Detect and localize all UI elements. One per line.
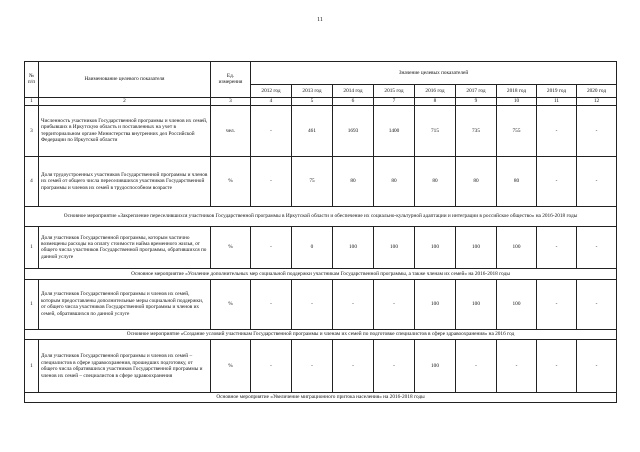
section-title: Основное мероприятие «Увеличение миграционного притока населения» на 2016-2018 годы [25, 392, 617, 402]
section-title: Основное мероприятие «Создание условий участникам Государственной программы и членам их семей по подготовке специалистов в сфере здравоохранения» на 2016 год [25, 329, 617, 340]
header-year: 2018 год [497, 85, 537, 98]
indicator-value: - [333, 279, 374, 329]
indicator-value: - [537, 156, 577, 206]
header-values: Значение целевых показателей [251, 62, 617, 85]
table-row [25, 156, 617, 206]
indicator-value: - [333, 340, 374, 393]
section-title: Основное мероприятие «Усиление дополнительных мер социальной поддержки участникам Государственной программы, а также членам их семей» на 2016-2018 годы [25, 269, 617, 280]
indicator-unit: % [211, 340, 251, 393]
indicator-value: 80 [333, 156, 374, 206]
indicator-value: 1400 [374, 106, 415, 156]
page-number: 11 [317, 17, 323, 23]
indicator-value: - [577, 226, 617, 268]
target-indicators-table [24, 61, 617, 403]
indicator-value: 0 [292, 226, 333, 268]
header-no: № п/п [25, 62, 39, 98]
row-number: 3 [25, 106, 39, 156]
column-numbers-row [25, 97, 617, 105]
indicator-value: - [251, 279, 292, 329]
row-number: 1 [25, 279, 39, 329]
indicator-value: - [537, 279, 577, 329]
header-year: 2014 год [333, 85, 374, 98]
indicator-value: 80 [374, 156, 415, 206]
indicator-value: 100 [456, 279, 497, 329]
indicator-value: 100 [333, 226, 374, 268]
section-row [25, 269, 617, 280]
row-number: 1 [25, 340, 39, 393]
table-row [25, 226, 617, 268]
header-year: 2013 год [292, 85, 333, 98]
indicator-value: - [251, 340, 292, 393]
indicator-value: - [251, 156, 292, 206]
indicator-value: 735 [456, 106, 497, 156]
column-number: 8 [415, 97, 456, 105]
header-year: 2019 год [537, 85, 577, 98]
indicator-value: - [251, 106, 292, 156]
indicator-unit: чел. [211, 106, 251, 156]
indicator-value: - [537, 226, 577, 268]
indicator-value: - [374, 279, 415, 329]
indicator-name: Доля участников Государственной программы и членов их семей – специалистов в сфере здравоохранения, прошедших подготовку, от общего числа обратившихся участников Государственной программы и членов их семей – специалистов в сфере здравоохранения [39, 340, 211, 393]
indicator-value: 100 [497, 226, 537, 268]
indicator-name: Доля участников Государственной программы, которым частично возмещены расходы на оплату стоимости найма временного жилья, от общего числа участников Государственной программы, обратившихся по данной услуге [39, 226, 211, 268]
header-year: 2016 год [415, 85, 456, 98]
indicator-value: 75 [292, 156, 333, 206]
column-number: 12 [577, 97, 617, 105]
indicator-value: 715 [415, 106, 456, 156]
indicator-value: - [537, 340, 577, 393]
indicator-unit: % [211, 156, 251, 206]
indicator-value: - [577, 156, 617, 206]
indicator-value: 100 [415, 340, 456, 393]
indicator-value: - [537, 106, 577, 156]
header-row [25, 62, 617, 85]
section-title: Основное мероприятие «Закрепление переселившихся участников Государственной программы в Иркутской области и обеспечение их социально-культурной адаптации и интеграции в российское общество» на 2016-2018 годы [25, 207, 617, 227]
indicator-name: Доля трудоустроенных участников Государственной программы и членов их семей от общего числа переселившихся участников Государственной программы и членов их семей в трудоспособном возрасте [39, 156, 211, 206]
indicator-value: 100 [374, 226, 415, 268]
column-number: 11 [537, 97, 577, 105]
table-row [25, 340, 617, 393]
indicator-name: Численность участников Государственной программы и членов их семей, прибывших в Иркутскую область и поставленных на учет в территориальном органе Министерства внутренних дел Российской Федерации по Иркутской области [39, 106, 211, 156]
indicator-value: 100 [415, 279, 456, 329]
column-number: 9 [456, 97, 497, 105]
indicator-value: 100 [456, 226, 497, 268]
column-number: 2 [39, 97, 211, 105]
column-number: 6 [333, 97, 374, 105]
indicator-unit: % [211, 226, 251, 268]
section-row [25, 329, 617, 340]
section-row [25, 207, 617, 227]
indicator-value: - [292, 279, 333, 329]
indicator-value: - [497, 340, 537, 393]
column-number: 7 [374, 97, 415, 105]
header-year: 2020 год [577, 85, 617, 98]
indicator-value: 100 [497, 279, 537, 329]
indicator-value: - [577, 340, 617, 393]
indicator-value: - [577, 106, 617, 156]
column-number: 10 [497, 97, 537, 105]
column-number: 5 [292, 97, 333, 105]
indicator-value: 80 [497, 156, 537, 206]
header-year: 2015 год [374, 85, 415, 98]
indicator-value: 755 [497, 106, 537, 156]
indicator-value: - [292, 340, 333, 393]
indicator-value: 80 [456, 156, 497, 206]
row-number: 4 [25, 156, 39, 206]
header-name: Наименование целевого показателя [39, 62, 211, 98]
table-row [25, 106, 617, 156]
indicator-value: - [374, 340, 415, 393]
header-year: 2012 год [251, 85, 292, 98]
section-row [25, 392, 617, 402]
indicator-value: 1693 [333, 106, 374, 156]
header-year: 2017 год [456, 85, 497, 98]
table-row [25, 279, 617, 329]
column-number: 3 [211, 97, 251, 105]
indicator-unit: % [211, 279, 251, 329]
column-number: 1 [25, 97, 39, 105]
row-number: 1 [25, 226, 39, 268]
header-unit: Ед. измерения [211, 62, 251, 98]
indicator-value: 100 [415, 226, 456, 268]
indicator-value: - [577, 279, 617, 329]
indicator-value: - [251, 226, 292, 268]
indicator-value: - [456, 340, 497, 393]
indicator-value: 80 [415, 156, 456, 206]
column-number: 4 [251, 97, 292, 105]
indicator-value: 461 [292, 106, 333, 156]
indicator-name: Доля участников Государственной программы и членов их семей, которым предоставлены дополнительные меры социальной поддержки, от общего числа участников Государственной программы и членов их семей, обратившихся по данной услуге [39, 279, 211, 329]
